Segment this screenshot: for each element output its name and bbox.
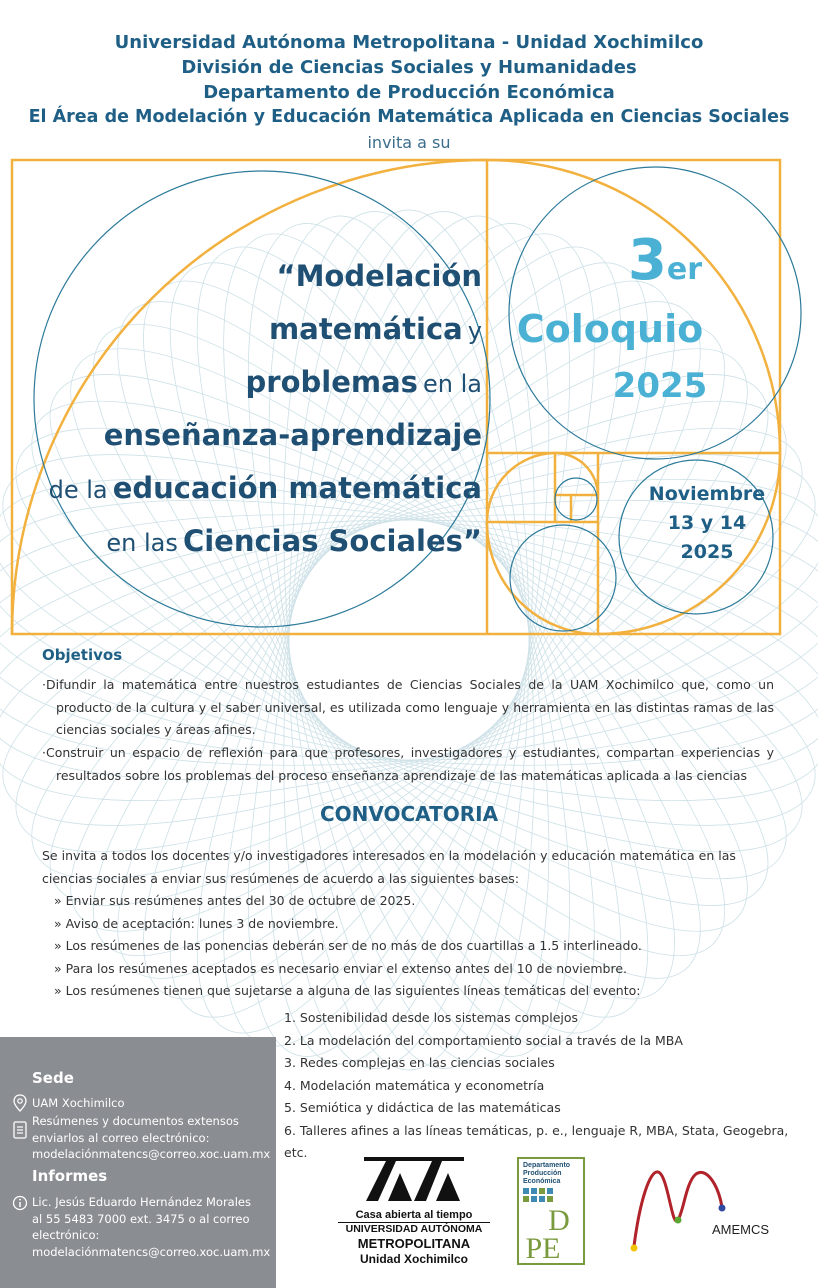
list-item: » Aviso de aceptación: lunes 3 de noviembre. <box>54 915 339 931</box>
amemcs-logo <box>626 1160 786 1260</box>
sede-email[interactable]: modelaciónmatencs@correo.xoc.uam.mx <box>32 1147 271 1161</box>
title-line5b: educación matemática <box>112 471 482 505</box>
department-name: Departamento de Producción Económica <box>203 82 615 103</box>
university-name: Universidad Autónoma Metropolitana - Unidad Xochimilco <box>114 32 704 53</box>
dpe-logo-letter-d: D <box>548 1204 570 1237</box>
document-icon <box>12 1121 28 1139</box>
dpe-logo <box>517 1157 585 1265</box>
coloquio-word: Coloquio <box>516 307 704 351</box>
objetivo-1: ·Difundir la matemática entre nuestros estudiantes de Ciencias Sociales de la UAM Xochimilco que, como un producto de la cultura y el saber universal, es utilizada como lenguaje y herramienta en las distintas ramas de las ciencias sociales y áreas afines. <box>42 677 774 737</box>
event-title <box>20 252 482 570</box>
info-icon <box>12 1195 28 1211</box>
header <box>0 30 818 155</box>
info-panel <box>0 1037 276 1288</box>
date-year: 2025 <box>680 541 734 563</box>
title-line1: “Modelación <box>276 259 482 293</box>
list-item: » Enviar sus resúmenes antes del 30 de octubre de 2025. <box>54 893 416 908</box>
date-month: Noviembre <box>648 483 766 505</box>
dpe-logo-mark <box>519 1186 583 1262</box>
list-item: » Los resúmenes tienen que sujetarse a alguna de las siguientes líneas temáticas del evento: <box>54 983 641 998</box>
title-line3a: problemas <box>245 365 418 399</box>
coloquio-year: 2025 <box>612 366 708 406</box>
uam-logo-mark <box>338 1155 490 1205</box>
list-item: 5. Semiótica y didáctica de las matemáticas <box>284 1100 561 1115</box>
coloquio-number-digit: 3 <box>627 228 667 293</box>
title-line5a: de la <box>48 476 108 504</box>
invite-text: invita a su <box>367 133 451 152</box>
uam-logo-l3: METROPOLITANA <box>357 1236 471 1251</box>
uam-logo-l2: UNIVERSIDAD AUTÓNOMA <box>345 1223 483 1235</box>
title-line6b: Ciencias Sociales” <box>182 524 482 558</box>
informes-email[interactable]: modelaciónmatencs@correo.xoc.uam.mx <box>32 1245 271 1259</box>
sede-place: UAM Xochimilco <box>32 1096 125 1110</box>
title-line2a: matemática <box>269 312 463 346</box>
area-name: El Área de Modelación y Educación Matemática Aplicada en Ciencias Sociales <box>28 107 790 127</box>
bases-list <box>54 890 774 1003</box>
list-item: 6. Talleres afines a las líneas temáticas, p. e., lenguaje R, MBA, Stata, Geogebra, etc. <box>284 1122 789 1160</box>
title-line3b: en la <box>423 370 482 398</box>
location-pin-icon <box>12 1094 28 1112</box>
informes-heading: Informes <box>32 1167 108 1185</box>
panel-corner-shape <box>0 1037 276 1067</box>
convocatoria-intro: Se invita a todos los docentes y/o investigadores interesados en la modelación y educación matemática en las ciencias sociales a enviar sus resúmenes de acuerdo a las siguientes bases: <box>42 848 736 886</box>
amemcs-logo-mark <box>626 1160 736 1256</box>
sede-docs: Resúmenes y documentos extensos enviarlos al correo electrónico: <box>32 1114 239 1145</box>
list-item: 1. Sostenibilidad desde los sistemas complejos <box>284 1010 579 1025</box>
uam-logo-l4: Unidad Xochimilco <box>359 1252 468 1266</box>
date-days: 13 y 14 <box>667 512 747 534</box>
event-date <box>628 480 786 567</box>
title-line4: enseñanza-aprendizaje <box>103 418 482 452</box>
list-item: 2. La modelación del comportamiento social a través de la MBA <box>284 1032 683 1048</box>
informes-text: Lic. Jesús Eduardo Hernández Morales al 55 5483 7000 ext. 3475 o al correo electrónico: <box>32 1195 251 1242</box>
list-item: 4. Modelación matemática y econometría <box>284 1077 545 1093</box>
coloquio-number-suffix: er <box>666 252 703 287</box>
lineas-list <box>284 1007 814 1165</box>
sede-heading: Sede <box>32 1069 74 1087</box>
convocatoria-heading: CONVOCATORIA <box>319 802 499 826</box>
amemcs-logo-text: AMEMCS <box>712 1222 770 1237</box>
title-line2b: y <box>467 317 482 345</box>
list-item: » Para los resúmenes aceptados es necesario enviar el extenso antes del 10 de noviembre. <box>54 960 628 976</box>
uam-logo-l1: Casa abierta al tiempo <box>338 1209 490 1223</box>
dpe-logo-letters-pe: PE <box>525 1232 561 1262</box>
list-item: 3. Redes complejas en las ciencias sociales <box>284 1055 555 1070</box>
objetivos-heading: Objetivos <box>42 646 123 664</box>
title-line6a: en las <box>106 529 178 557</box>
coloquio-number <box>610 228 720 303</box>
dpe-logo-title: Departamento Producción Económica <box>523 1162 571 1185</box>
list-item: » Los resúmenes de las ponencias deberán ser de no más de dos cuartillas a 1.5 interlineado. <box>54 938 642 953</box>
division-name: División de Ciencias Sociales y Humanidades <box>181 57 637 78</box>
objetivo-2: ·Construir un espacio de reflexión para que profesores, investigadores y estudiantes, compartan experiencias y resultados sobre los problemas del proceso enseñanza aprendizaje de las matemáticas aplicada a las ciencias <box>42 745 774 783</box>
uam-logo <box>338 1155 490 1273</box>
